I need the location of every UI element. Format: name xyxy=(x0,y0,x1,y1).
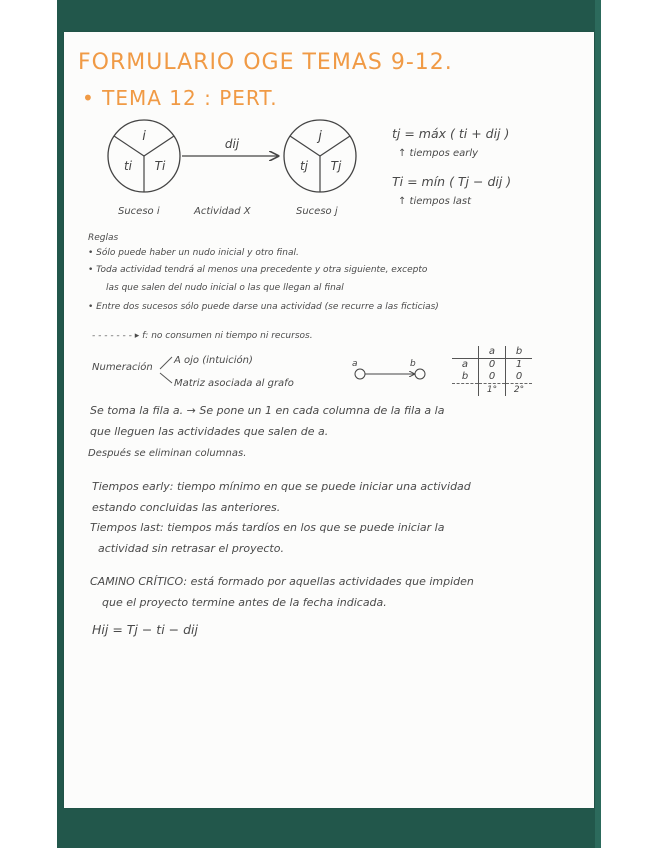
label-suceso-j: Suceso j xyxy=(296,206,338,217)
node-i xyxy=(108,120,180,192)
mini-node-a-label: a xyxy=(352,359,358,369)
numeracion-label: Numeración xyxy=(92,362,153,373)
pert-diagram xyxy=(100,112,370,202)
label-suceso-i: Suceso i xyxy=(118,206,160,217)
matrix-cell: 1 xyxy=(515,359,523,370)
rule-item: las que salen del nudo inicial o las que llegan al final xyxy=(106,283,344,293)
matrix-footer-row xyxy=(452,384,532,397)
early-line-2: estando concluidas las anteriores. xyxy=(92,501,281,514)
node-j-right: Tj xyxy=(330,159,342,173)
rules-heading: Reglas xyxy=(88,233,119,243)
matrix-col-header: b xyxy=(506,346,533,359)
rule-item: • Sólo puede haber un nudo inicial y otro final. xyxy=(88,248,299,258)
node-i-left: ti xyxy=(123,159,133,173)
label-actividad-x: Actividad X xyxy=(194,206,251,217)
holgura-formula: Hij = Tj − ti − dij xyxy=(92,622,198,637)
section-subtitle: • TEMA 12 : PERT. xyxy=(82,86,278,110)
formula-tj-note: ↑ tiempos early xyxy=(398,148,479,159)
matrix-cell: 0 xyxy=(479,371,506,384)
rule-item: • Entre dos sucesos sólo puede darse una actividad (se recurre a las ficticias) xyxy=(88,302,439,312)
matrix-cell: 0 xyxy=(479,359,506,372)
node-j-top: j xyxy=(318,129,322,144)
numeracion-opt-matriz: Matriz asociada al grafo xyxy=(174,378,294,389)
adjacency-matrix xyxy=(452,346,532,396)
critico-line-2: que el proyecto termine antes de la fecha indicada. xyxy=(102,596,387,609)
arrow-label: dij xyxy=(224,137,240,151)
despues-line: Después se eliminan columnas. xyxy=(88,448,247,459)
last-line-2: actividad sin retrasar el proyecto. xyxy=(98,542,284,555)
mini-graph xyxy=(344,356,434,386)
critico-line-1: CAMINO CRÍTICO: está formado por aquellas actividades que impiden xyxy=(90,575,474,588)
last-line-1: Tiempos last: tiempos más tardíos en los que se puede iniciar la xyxy=(90,521,445,534)
node-i-right: Ti xyxy=(154,159,166,173)
matrix-col-header: a xyxy=(479,346,506,359)
numeracion-opt-ojo: A ojo (intuición) xyxy=(174,355,253,366)
page-title: FORMULARIO OGE TEMAS 9-12. xyxy=(78,50,453,75)
node-j xyxy=(284,120,356,192)
node-j-left: tj xyxy=(299,159,309,173)
early-line-1: Tiempos early: tiempo mínimo en que se puede iniciar una actividad xyxy=(92,480,471,493)
rule-item: • Toda actividad tendrá al menos una precedente y otra siguiente, excepto xyxy=(88,265,428,275)
formula-Ti: Ti = mín ( Tj − dij ) xyxy=(392,174,512,189)
matrix-row-header: a xyxy=(452,359,479,372)
matrix-row xyxy=(452,359,532,372)
ficticias-note: - - - - - - - ▸ f: no consumen ni tiempo ni recursos. xyxy=(92,331,313,341)
mini-node-b-label: b xyxy=(410,359,416,369)
matrix-row xyxy=(452,371,532,384)
fila-line-1: Se toma la fila a. → Se pone un 1 en cada columna de la fila a la xyxy=(90,404,445,417)
matrix-header-row xyxy=(452,346,532,359)
board-edge xyxy=(595,0,601,848)
formula-tj: tj = máx ( ti + dij ) xyxy=(392,126,510,141)
fila-line-2: que lleguen las actividades que salen de a. xyxy=(90,425,329,438)
matrix-footer: 2° xyxy=(506,384,533,397)
node-i-top: i xyxy=(142,129,146,144)
formula-Ti-note: ↑ tiempos last xyxy=(398,196,472,207)
matrix-cell: 0 xyxy=(515,371,523,382)
matrix-footer: 1° xyxy=(479,384,506,397)
matrix-row-header: b xyxy=(452,371,479,384)
